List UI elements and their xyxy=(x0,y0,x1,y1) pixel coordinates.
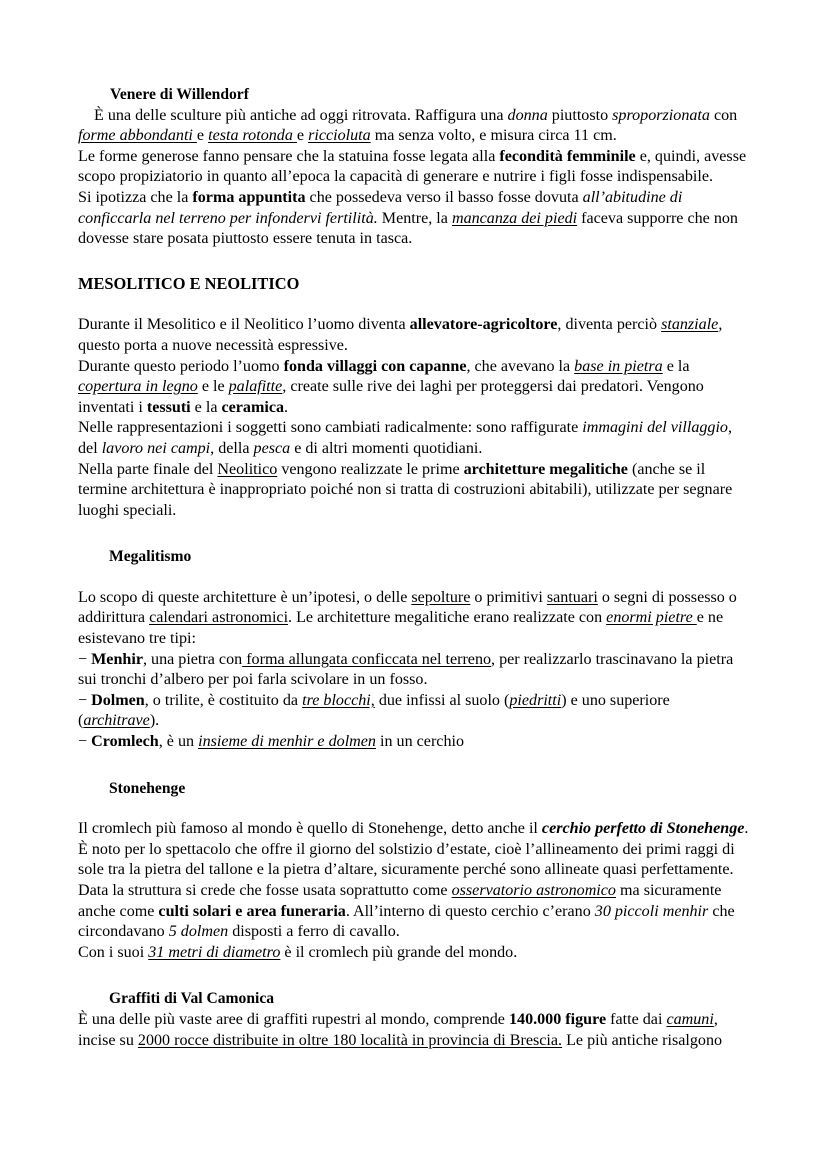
text-run-italic: sproporzionata xyxy=(612,106,710,124)
text-run: ma sicuramente anche come xyxy=(78,882,722,920)
text-run-italic-underline: palafitte xyxy=(228,378,283,396)
text-run: , incise su xyxy=(78,1010,718,1049)
text-run-italic: lavoro nei campi xyxy=(101,439,211,457)
spacer xyxy=(78,753,750,779)
paragraph-graffiti xyxy=(78,1010,750,1051)
text-run: , è un xyxy=(158,733,199,751)
text-run: e la xyxy=(190,398,222,416)
text-run-italic-underline: testa rotonda xyxy=(208,127,297,145)
text-run: , questo porta a nuove necessità espressive. xyxy=(78,316,723,354)
paragraph-villaggi-capanne xyxy=(78,357,750,419)
paragraph-forme-generose xyxy=(78,147,750,188)
list-item-menhir xyxy=(78,650,750,691)
text-run-bold: tessuti xyxy=(146,398,191,416)
text-run: , diventa perciò xyxy=(557,316,662,334)
text-run: ). xyxy=(149,712,160,730)
text-run: piuttosto xyxy=(547,106,613,124)
paragraph-architetture-megalitiche xyxy=(78,460,750,522)
paragraph-stonehenge-intro xyxy=(78,819,750,881)
text-run: , del xyxy=(78,419,733,457)
text-run: ma senza volto, e misura circa 11 cm. xyxy=(370,127,617,145)
text-run-bold: Menhir xyxy=(91,650,143,668)
paragraph-diametro xyxy=(78,943,750,964)
text-run-italic-underline: forme abbondanti xyxy=(78,127,197,145)
text-run: È una delle più vaste aree di graffiti rupestri al mondo, comprende xyxy=(78,1010,509,1028)
paragraph-rappresentazioni xyxy=(78,418,750,459)
text-run-bold: fonda villaggi con capanne xyxy=(283,357,467,375)
text-run: Lo scopo di queste architetture è un’ipotesi, o delle xyxy=(78,588,412,606)
text-run-italic: pesca xyxy=(253,439,291,457)
spacer xyxy=(78,521,750,547)
text-run-italic-underline: camuni xyxy=(666,1010,714,1028)
heading-stonehenge: Stonehenge xyxy=(109,779,186,797)
text-run: che circondavano xyxy=(78,902,735,941)
text-run-underline: 2000 rocce distribuite in oltre 180 località in provincia di Brescia. xyxy=(137,1031,563,1049)
text-run-bold-italic: cerchio perfetto di Stonehenge xyxy=(541,820,745,838)
text-run: Nella parte finale del xyxy=(78,460,218,478)
text-run-bold: forma appuntita xyxy=(192,188,306,206)
spacer xyxy=(78,568,750,588)
paragraph-scopo-architetture xyxy=(78,588,750,650)
text-run: Si ipotizza che la xyxy=(78,188,193,206)
text-run-italic: donna xyxy=(507,106,548,124)
text-run: faceva supporre che non dovesse stare posata piuttosto essere tenuta in tasca. xyxy=(78,209,738,248)
text-run-bold: fecondità femminile xyxy=(499,147,636,165)
heading-megalitismo: Megalitismo xyxy=(109,548,192,566)
text-run: e di altri momenti quotidiani. xyxy=(290,439,483,457)
text-run-italic-underline: piedritti xyxy=(509,691,562,709)
text-run: , che avevano la xyxy=(466,357,575,375)
text-run: che possedeva verso il basso fosse dovuta xyxy=(305,188,583,206)
text-run: . All’interno di questo cerchio c’erano xyxy=(345,902,595,920)
text-run-italic: all’abitudine di conficcarla nel terreno per infondervi fertilità. xyxy=(78,188,683,227)
text-run-underline: santuari xyxy=(546,588,598,606)
spacer xyxy=(78,250,750,274)
text-run-underline: Neolitico xyxy=(217,460,278,478)
heading-venere-di-willendorf: Venere di Willendorf xyxy=(110,86,249,103)
text-run-italic: 30 piccoli menhir xyxy=(594,902,709,920)
text-run: due infissi al suolo ( xyxy=(374,691,510,709)
text-run: Data la struttura si crede che fosse usata soprattutto come xyxy=(78,882,452,899)
text-run-italic-underline: stanziale xyxy=(661,316,719,334)
text-run: con xyxy=(709,106,738,124)
paragraph-forma-appuntita xyxy=(78,188,750,250)
text-run: in un cerchio xyxy=(375,733,465,751)
text-run: (anche se il termine architettura è inappropriato poiché non si tratta di costruzioni abitabili), utilizzate per segnare luoghi speciali. xyxy=(78,460,733,519)
text-run: e xyxy=(196,127,209,145)
text-run: vengono realizzate le prime xyxy=(277,460,464,478)
text-run: , create sulle rive dei laghi per proteggersi dai predatori. Vengono inventati i xyxy=(78,378,704,416)
text-run-bold: culti solari e area funeraria xyxy=(158,902,346,920)
paragraph-osservatorio xyxy=(78,881,750,943)
text-run: e ne esistevano tre tipi: xyxy=(78,609,724,648)
text-run: disposti a ferro di cavallo. xyxy=(228,923,400,941)
text-run: . Le architetture megalitiche erano realizzate con xyxy=(288,609,607,627)
text-run-bold: 140.000 figure xyxy=(508,1010,607,1028)
text-run: fatte dai xyxy=(606,1010,667,1028)
list-item-cromlech xyxy=(78,732,750,753)
text-run: e, quindi, avesse scopo propiziatorio in quanto all’epoca la capacità di generare e nutrire i figli fosse indispensabile. xyxy=(78,147,747,186)
text-run: Il cromlech più famoso al mondo è quello di Stonehenge, detto anche il xyxy=(78,820,542,838)
text-run: Nelle rappresentazioni i soggetti sono cambiati radicalmente: sono raffigurate xyxy=(78,419,583,437)
text-run-bold: architetture megalitiche xyxy=(463,460,628,478)
text-run: È una delle sculture più antiche ad oggi ritrovata. Raffigura una xyxy=(94,106,508,124)
text-run-italic-underline: base in pietra xyxy=(574,357,663,375)
list-dash: − xyxy=(78,650,92,668)
text-run: Mentre, la xyxy=(377,209,452,227)
text-run: Con i suoi xyxy=(78,943,149,961)
text-run: , della xyxy=(210,439,254,457)
text-run: , per realizzarlo trascinavano la pietra sui tronchi d’albero per poi farla scivolare in un fosso. xyxy=(78,650,734,689)
list-item-dolmen xyxy=(78,691,750,732)
text-run: è il cromlech più grande del mondo. xyxy=(280,943,518,961)
text-run: . È noto per lo spettacolo che offre il giorno del solstizio d’estate, cioè l’allineamento dei primi raggi di sole tra la pietra del tallone e la pietra d’altare, sicuramente perché sono allineate quasi perfettamente. xyxy=(78,820,749,879)
text-run-italic-underline: riccioluta xyxy=(308,127,371,145)
text-run-italic-underline: mancanza dei piedi xyxy=(451,209,578,227)
text-run: Durante il Mesolitico e il Neolitico l’uomo diventa xyxy=(78,316,410,334)
list-dash: − xyxy=(78,691,92,709)
text-run-underline: calendari astronomici xyxy=(149,609,289,627)
text-run: ) e uno superiore ( xyxy=(78,691,670,730)
text-run: , una pietra con xyxy=(142,650,243,668)
text-run-italic-underline: insieme di menhir e dolmen xyxy=(198,733,376,751)
text-run-bold: Dolmen xyxy=(91,691,145,709)
paragraph-venere-intro xyxy=(78,106,750,147)
text-run-italic: 5 dolmen xyxy=(168,923,229,941)
text-run: Durante questo periodo l’uomo xyxy=(78,357,284,375)
text-run: e le xyxy=(197,378,229,396)
document-body xyxy=(78,85,750,1051)
text-run: Le forme generose fanno pensare che la statuina fosse legata alla xyxy=(78,147,500,165)
text-run-italic-underline: architrave xyxy=(83,712,150,730)
text-run: e la xyxy=(662,357,690,375)
text-run: Le più antiche risalgono xyxy=(562,1031,723,1049)
text-run: o segni di possesso o addirittura xyxy=(78,588,737,627)
spacer xyxy=(78,294,750,315)
text-run: e xyxy=(296,127,309,145)
text-run: , o trilite, è costituito da xyxy=(144,691,303,709)
text-run-italic-underline: copertura in legno xyxy=(78,378,198,396)
text-run-italic-underline: enormi pietre xyxy=(606,609,697,627)
text-run-bold: Cromlech xyxy=(91,733,159,751)
text-run: . xyxy=(284,398,289,416)
paragraph-mesolitico-intro xyxy=(78,315,750,356)
heading-graffiti-di-val-camonica: Graffiti di Val Camonica xyxy=(109,990,275,1008)
text-run-italic-underline: tre blocchi, xyxy=(302,691,375,709)
heading-mesolitico-e-neolitico: MESOLITICO E NEOLITICO xyxy=(78,273,300,293)
list-dash: − xyxy=(78,733,92,751)
text-run-italic-underline: osservatorio astronomico xyxy=(451,882,616,899)
text-run-bold: allevatore-agricoltore xyxy=(409,316,558,334)
text-run: o primitivi xyxy=(470,588,547,606)
text-run-underline: forma allungata conficcata nel terreno xyxy=(242,650,492,668)
text-run-italic: immagini del villaggio xyxy=(582,419,728,437)
spacer xyxy=(78,963,750,989)
text-run-italic-underline: 31 metri di diametro xyxy=(148,943,281,961)
text-run-bold: ceramica xyxy=(221,398,285,416)
text-run-underline: sepolture xyxy=(411,588,471,606)
spacer xyxy=(78,799,750,819)
